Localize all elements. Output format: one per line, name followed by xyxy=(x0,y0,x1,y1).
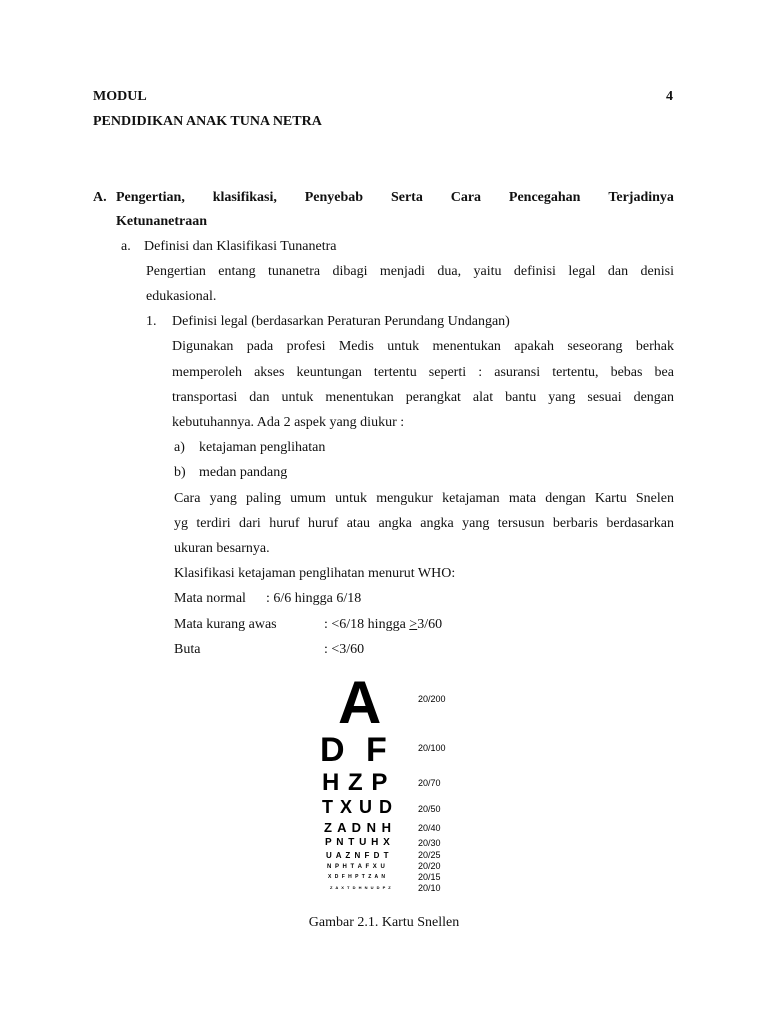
sub-a-title: Definisi dan Klasifikasi Tunanetra xyxy=(144,239,337,254)
snellen-row-acuity: 20/10 xyxy=(418,883,441,893)
snellen-row-acuity: 20/30 xyxy=(418,838,441,848)
snellen-line: yg terdiri dari huruf huruf atau angka angka yang tersusun berbaris berdasarkan xyxy=(174,516,674,531)
snellen-row-letters: T X U D xyxy=(322,797,394,817)
para-line: Digunakan pada profesi Medis untuk menentukan apakah seseorang berhak xyxy=(172,339,674,354)
section-a-word: Serta xyxy=(390,190,423,205)
section-a-word: klasifikasi, xyxy=(212,190,277,205)
who-row-value: : 6/6 hingga 6/18 xyxy=(266,591,362,606)
snellen-row-letters: Z A X T D H N U D P Z xyxy=(330,885,392,890)
snellen-line: Cara yang paling umum untuk mengukur ketajaman mata dengan Kartu Snelen xyxy=(174,491,674,506)
module-label: MODUL xyxy=(93,89,147,104)
module-title: PENDIDIKAN ANAK TUNA NETRA xyxy=(93,114,322,129)
snellen-row-letters: H Z P xyxy=(322,769,389,796)
who-row-value-prefix: : <6/18 hingga xyxy=(324,617,410,632)
section-a-title-line2: Ketunanetraan xyxy=(116,214,207,229)
snellen-row-acuity: 20/15 xyxy=(418,872,441,882)
snellen-chart xyxy=(318,669,458,896)
who-row-value: : <3/60 xyxy=(324,642,365,657)
para-line: transportasi dan untuk menentukan perangkat alat bantu yang sesuai dengan xyxy=(172,390,674,405)
section-a-word: Cara xyxy=(450,190,482,205)
who-row-label: Mata kurang awas xyxy=(174,617,277,632)
intro-line: Pengertian entang tunanetra dibagi menjadi dua, yaitu definisi legal dan denisi xyxy=(146,264,674,279)
snellen-row-acuity: 20/25 xyxy=(418,850,441,860)
who-row-label: Mata normal xyxy=(174,591,246,606)
snellen-row-acuity: 20/50 xyxy=(418,804,441,814)
section-a-label: A. xyxy=(93,190,107,205)
snellen-row-letters: A xyxy=(338,669,382,736)
snellen-row-acuity: 20/20 xyxy=(418,861,441,871)
snellen-row-letters: P N T U H X xyxy=(325,837,391,848)
who-row-label: Buta xyxy=(174,642,201,657)
snellen-row-letters: Z A D N H xyxy=(324,820,392,835)
section-a-word: Penyebab xyxy=(304,190,364,205)
aspect-label: a) xyxy=(174,440,185,455)
snellen-row-acuity: 20/40 xyxy=(418,823,441,833)
para-line: kebutuhannya. Ada 2 aspek yang diukur : xyxy=(172,415,405,430)
snellen-row-letters: N P H T A F X U xyxy=(327,864,386,870)
who-row-value-suffix: 3/60 xyxy=(417,617,443,632)
item-1-label: 1. xyxy=(146,314,157,329)
who-row-value xyxy=(324,612,442,637)
sub-a-label: a. xyxy=(121,239,131,254)
section-a-title-line1 xyxy=(116,185,674,210)
section-a-word: Terjadinya xyxy=(608,190,674,205)
snellen-row-acuity: 20/70 xyxy=(418,778,441,788)
who-title: Klasifikasi ketajaman penglihatan menurut WHO: xyxy=(174,566,456,581)
snellen-row-letters: U A Z N F D T xyxy=(326,851,390,860)
snellen-row-acuity: 20/200 xyxy=(418,694,446,704)
section-a-word: Pengertian, xyxy=(116,190,185,205)
intro-line: edukasional. xyxy=(146,289,217,304)
aspect-label: b) xyxy=(174,465,186,480)
section-a-word: Pencegahan xyxy=(508,190,581,205)
figure-caption: Gambar 2.1. Kartu Snellen xyxy=(308,915,460,930)
ge-symbol: > xyxy=(409,617,418,632)
snellen-line: ukuran besarnya. xyxy=(174,541,270,556)
snellen-row-acuity: 20/100 xyxy=(418,743,446,753)
module-number: 4 xyxy=(666,89,673,104)
item-1-title: Definisi legal (berdasarkan Peraturan Perundang Undangan) xyxy=(172,314,510,329)
aspect-text: medan pandang xyxy=(199,465,288,480)
para-line: memperoleh akses keuntungan tertentu seperti : asuransi tertentu, bebas bea xyxy=(172,365,674,380)
snellen-row-letters: D F xyxy=(320,731,393,769)
snellen-row-letters: X D F H P T Z A N xyxy=(328,874,386,880)
aspect-text: ketajaman penglihatan xyxy=(199,440,326,455)
